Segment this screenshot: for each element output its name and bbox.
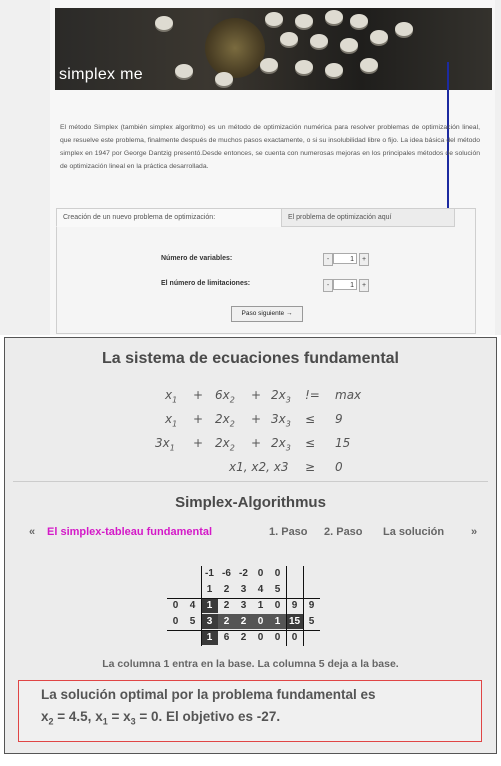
nav-next[interactable]: » bbox=[471, 526, 478, 538]
solution-line-2: $x_2 = 4.5$, $x_1 = x_3 = 0$. El objetivo es -27. bbox=[41, 709, 281, 727]
tableau-vline bbox=[286, 566, 287, 646]
tableau-vline bbox=[201, 566, 202, 646]
system-title: La sistema de ecuaciones fundamental bbox=[102, 350, 399, 367]
tableau-cell: 3 bbox=[201, 614, 218, 629]
column-index-cell: 2 bbox=[223, 584, 230, 595]
term: $x_1$ bbox=[165, 412, 178, 429]
column-index-cell: 1 bbox=[206, 584, 213, 595]
variables-label: Número de variables: bbox=[161, 255, 233, 262]
tab-problem-here[interactable]: El problema de optimización aquí bbox=[281, 208, 455, 227]
tableau-hline bbox=[167, 598, 320, 599]
ratio-cell: 5 bbox=[308, 616, 315, 627]
basis-index-cell: 5 bbox=[189, 616, 196, 627]
header-banner bbox=[55, 8, 492, 90]
key-icon bbox=[325, 63, 343, 77]
tableau-cell: 0 bbox=[252, 614, 269, 629]
ratio-cell: 9 bbox=[308, 600, 315, 611]
key-icon bbox=[155, 16, 173, 30]
cost-cell: -1 bbox=[205, 568, 214, 579]
basis-index-cell: 4 bbox=[189, 600, 196, 611]
rhs: 15 bbox=[335, 436, 351, 450]
key-icon bbox=[265, 12, 283, 26]
key-icon bbox=[350, 14, 368, 28]
reduced-cost-cell: 0 bbox=[257, 632, 264, 643]
solution-line-1: La solución optimal por la problema fundamental es bbox=[41, 687, 376, 702]
rhs: 0 bbox=[335, 460, 343, 474]
term: $2x_2$ bbox=[215, 436, 235, 453]
top-panel bbox=[0, 0, 501, 335]
variables-input[interactable]: 1 bbox=[333, 253, 357, 264]
increment-button[interactable]: + bbox=[359, 279, 369, 292]
tableau-cell: 2 bbox=[218, 614, 235, 629]
tableau-cell: 0 bbox=[274, 600, 281, 611]
operator: + bbox=[193, 436, 204, 450]
tab-new-problem[interactable]: Creación de un nuevo problema de optimización: bbox=[56, 208, 285, 227]
reduced-cost-cell: 2 bbox=[240, 632, 247, 643]
tableau-cell: 2 bbox=[223, 600, 230, 611]
results-panel bbox=[4, 337, 497, 754]
tableau-cell: 3 bbox=[240, 600, 247, 611]
basis-change-text: La columna 1 entra en la base. La columna 5 deja a la base. bbox=[102, 658, 399, 670]
increment-button[interactable]: + bbox=[359, 253, 369, 266]
nav-prev[interactable]: « bbox=[29, 526, 36, 538]
cost-cell: -6 bbox=[222, 568, 231, 579]
reduced-cost-cell: 0 bbox=[274, 632, 281, 643]
objective-cell: 0 bbox=[291, 632, 298, 643]
term: $x_1$ bbox=[165, 388, 178, 405]
term: $2x_3$ bbox=[271, 388, 291, 405]
decrement-button[interactable]: - bbox=[323, 279, 333, 292]
relation: != bbox=[305, 388, 320, 402]
basis-cost-cell: 0 bbox=[172, 600, 179, 611]
key-icon bbox=[340, 38, 358, 52]
key-icon bbox=[325, 10, 343, 24]
decrement-button[interactable]: - bbox=[323, 253, 333, 266]
rhs-cell: 9 bbox=[291, 600, 298, 611]
simplex-title: Simplex-Algorithmus bbox=[175, 494, 326, 511]
operator: + bbox=[251, 412, 262, 426]
constraints-input[interactable]: 1 bbox=[333, 279, 357, 290]
reduced-cost-cell: 6 bbox=[223, 632, 230, 643]
key-icon bbox=[260, 58, 278, 72]
key-icon bbox=[370, 30, 388, 44]
key-icon bbox=[295, 60, 313, 74]
key-icon bbox=[310, 34, 328, 48]
reduced-cost-cell: 1 bbox=[201, 630, 218, 645]
step-navigation bbox=[5, 526, 496, 542]
nonnegativity-row bbox=[5, 460, 496, 480]
equation-row bbox=[5, 412, 496, 432]
term: $3x_1$ bbox=[155, 436, 175, 453]
term: $2x_3$ bbox=[271, 436, 291, 453]
site-title: simplex me bbox=[59, 66, 143, 83]
solution-box bbox=[18, 680, 482, 742]
tableau-vline bbox=[303, 566, 304, 646]
step-tableau[interactable]: El simplex-tableau fundamental bbox=[47, 526, 213, 538]
rhs: max bbox=[335, 388, 362, 402]
gear-image bbox=[205, 18, 265, 78]
column-index-cell: 3 bbox=[240, 584, 247, 595]
step-2[interactable]: 2. Paso bbox=[324, 526, 363, 538]
key-icon bbox=[360, 58, 378, 72]
step-1[interactable]: 1. Paso bbox=[269, 526, 308, 538]
key-icon bbox=[395, 22, 413, 36]
column-index-cell: 5 bbox=[274, 584, 281, 595]
key-icon bbox=[175, 64, 193, 78]
cost-cell: 0 bbox=[257, 568, 264, 579]
term: $3x_3$ bbox=[271, 412, 291, 429]
key-icon bbox=[295, 14, 313, 28]
operator: + bbox=[251, 436, 262, 450]
step-solution[interactable]: La solución bbox=[383, 526, 445, 538]
constraints-label: El número de limitaciones: bbox=[161, 280, 251, 287]
constraints-stepper[interactable] bbox=[323, 279, 371, 291]
tableau-hline bbox=[167, 630, 320, 631]
cost-cell: 0 bbox=[274, 568, 281, 579]
tableau-cell: 1 bbox=[269, 614, 286, 629]
relation: ≤ bbox=[305, 436, 316, 450]
relation: ≥ bbox=[305, 460, 316, 474]
variables: x1, x2, x3 bbox=[229, 460, 289, 474]
key-icon bbox=[215, 72, 233, 86]
term: $6x_2$ bbox=[215, 388, 235, 405]
divider bbox=[13, 481, 488, 482]
rhs: 9 bbox=[335, 412, 343, 426]
next-step-button[interactable]: Paso siguiente → bbox=[231, 306, 303, 322]
tableau-cell: 2 bbox=[235, 614, 252, 629]
operator: + bbox=[193, 388, 204, 402]
equation-row bbox=[5, 436, 496, 456]
tableau-cell: 1 bbox=[257, 600, 264, 611]
variables-stepper[interactable] bbox=[323, 253, 371, 265]
key-icon bbox=[280, 32, 298, 46]
intro-text: El método Simplex (también simplex algoritmo) es un método de optimización numérica para resolver problemas de optimización lineal, que resuelve este problema, finalmente después de muchos pasos exactamente, o si su insolubilidad libre o fijo. La idea básica del método simplex en 1947 por George Dantzig presentó.Desde entonces, se cuenta con numerosas mejoras en los principales métodos de solución de optimización lineal en la práctica desarrollada. bbox=[60, 123, 480, 170]
rhs-cell: 15 bbox=[286, 614, 303, 629]
operator: + bbox=[251, 388, 262, 402]
equation-row bbox=[5, 388, 496, 408]
cost-cell: -2 bbox=[239, 568, 248, 579]
tableau-cell: 1 bbox=[201, 598, 218, 613]
term: $2x_2$ bbox=[215, 412, 235, 429]
relation: ≤ bbox=[305, 412, 316, 426]
operator: + bbox=[193, 412, 204, 426]
tab-panel bbox=[56, 208, 476, 334]
basis-cost-cell: 0 bbox=[172, 616, 179, 627]
column-index-cell: 4 bbox=[257, 584, 264, 595]
